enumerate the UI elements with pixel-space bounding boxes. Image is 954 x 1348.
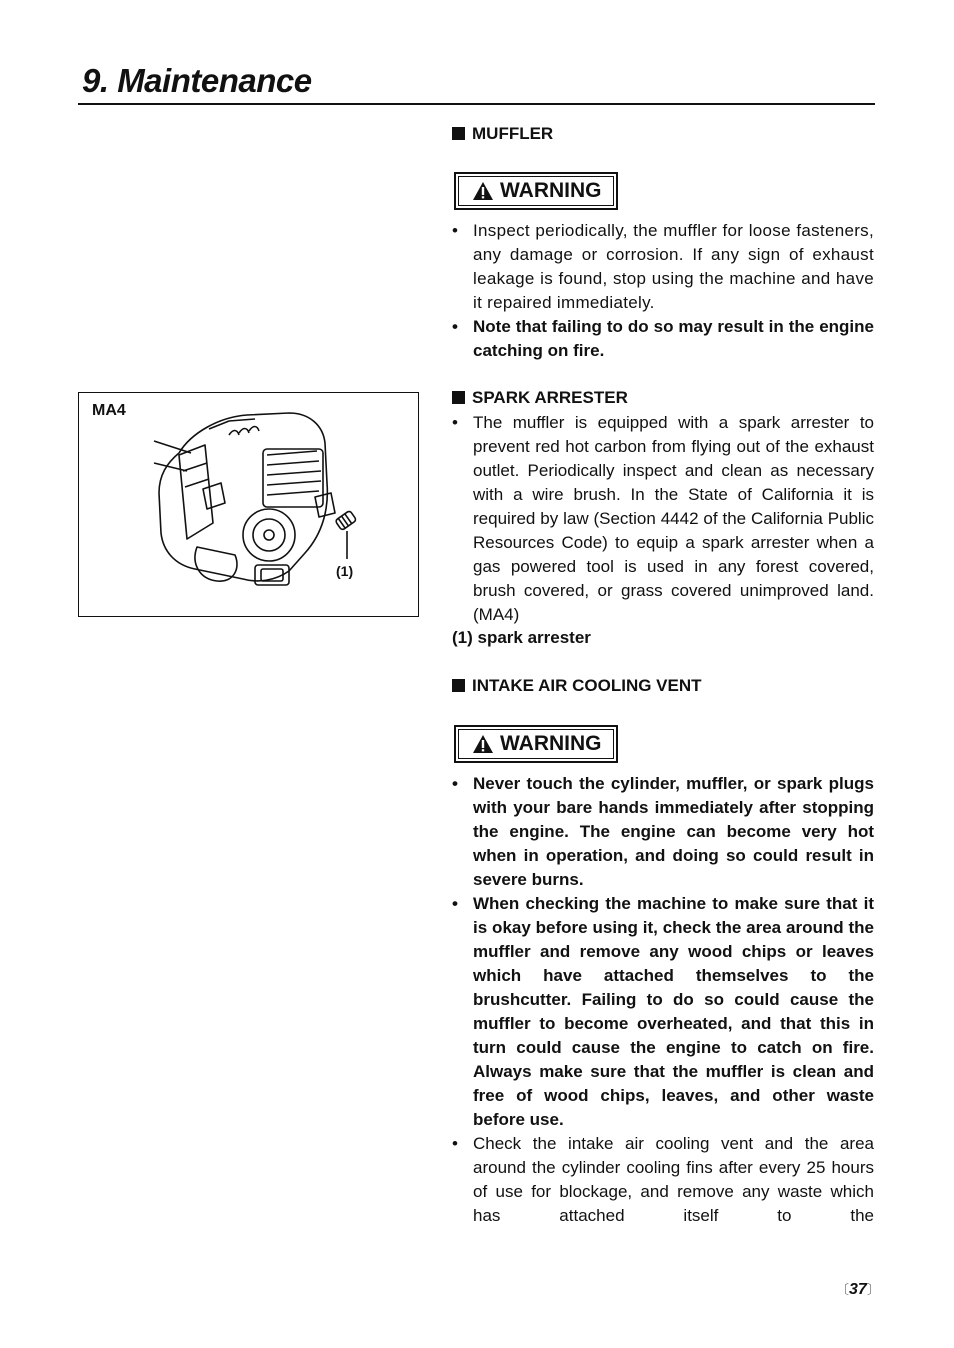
engine-illustration bbox=[79, 393, 418, 616]
figure-callout: (1) bbox=[336, 563, 354, 579]
square-bullet-icon bbox=[452, 679, 465, 692]
spark-arrester-bullet-list bbox=[452, 411, 874, 627]
warning-triangle-icon bbox=[472, 181, 494, 201]
warning-triangle-icon bbox=[472, 734, 494, 754]
section-heading-spark-arrester: SPARK ARRESTER bbox=[452, 388, 628, 408]
chapter-title: 9. Maintenance bbox=[82, 62, 312, 99]
list-item: • The muffler is equipped with a spark arrester to prevent red hot carbon from flying out of the exhaust outlet. Periodically inspect and clean as necessary with a wire brush. In the State of California it is required by law (Section 4442 of the California Public Resources Code) to equip a spark arrester when a gas powered tool is used in any forest covered, brush covered, or grass covered unimproved land. (MA4) bbox=[452, 411, 874, 627]
list-item: • Note that failing to do so may result in the engine catching on fire. bbox=[452, 315, 874, 363]
square-bullet-icon bbox=[452, 391, 465, 404]
muffler-bullet-list bbox=[452, 219, 874, 363]
intake-bullet-list bbox=[452, 772, 874, 1228]
warning-label: WARNING bbox=[500, 732, 602, 755]
page-number: 〔37〕 bbox=[836, 1281, 880, 1298]
section-heading-muffler: MUFFLER bbox=[452, 124, 553, 144]
list-item: • Never touch the cylinder, muffler, or spark plugs with your bare hands immediately after stopping the engine. The engine can become very hot when in operation, and doing so could result in severe burns. bbox=[452, 772, 874, 892]
list-item: • Check the intake air cooling vent and the area around the cylinder cooling fins after every 25 hours of use for blockage, and remove any waste which has attached itself to the bbox=[452, 1132, 874, 1228]
list-item: • When checking the machine to make sure that it is okay before using it, check the area around the muffler and remove any wood chips or leaves which have attached themselves to the brushcutter. Failing to do so could cause the muffler to become overheated, and that this in turn could cause the engine to catch on fire. Always make sure that the muffler is clean and free of wood chips, leaves, and other waste before use. bbox=[452, 892, 874, 1132]
figure-ma4 bbox=[78, 392, 419, 617]
warning-box-muffler bbox=[454, 172, 618, 210]
warning-box-intake bbox=[454, 725, 618, 763]
square-bullet-icon bbox=[452, 127, 465, 140]
title-rule bbox=[78, 103, 875, 105]
warning-label: WARNING bbox=[500, 179, 602, 202]
figure-caption: (1) spark arrester bbox=[452, 628, 591, 647]
list-item: • Inspect periodically, the muffler for loose fasteners, any damage or corrosion. If any sign of exhaust leakage is found, stop using the machine and have it repaired immediately. bbox=[452, 219, 874, 315]
section-heading-intake-air-cooling-vent: INTAKE AIR COOLING VENT bbox=[452, 676, 702, 696]
figure-label: MA4 bbox=[92, 402, 126, 419]
